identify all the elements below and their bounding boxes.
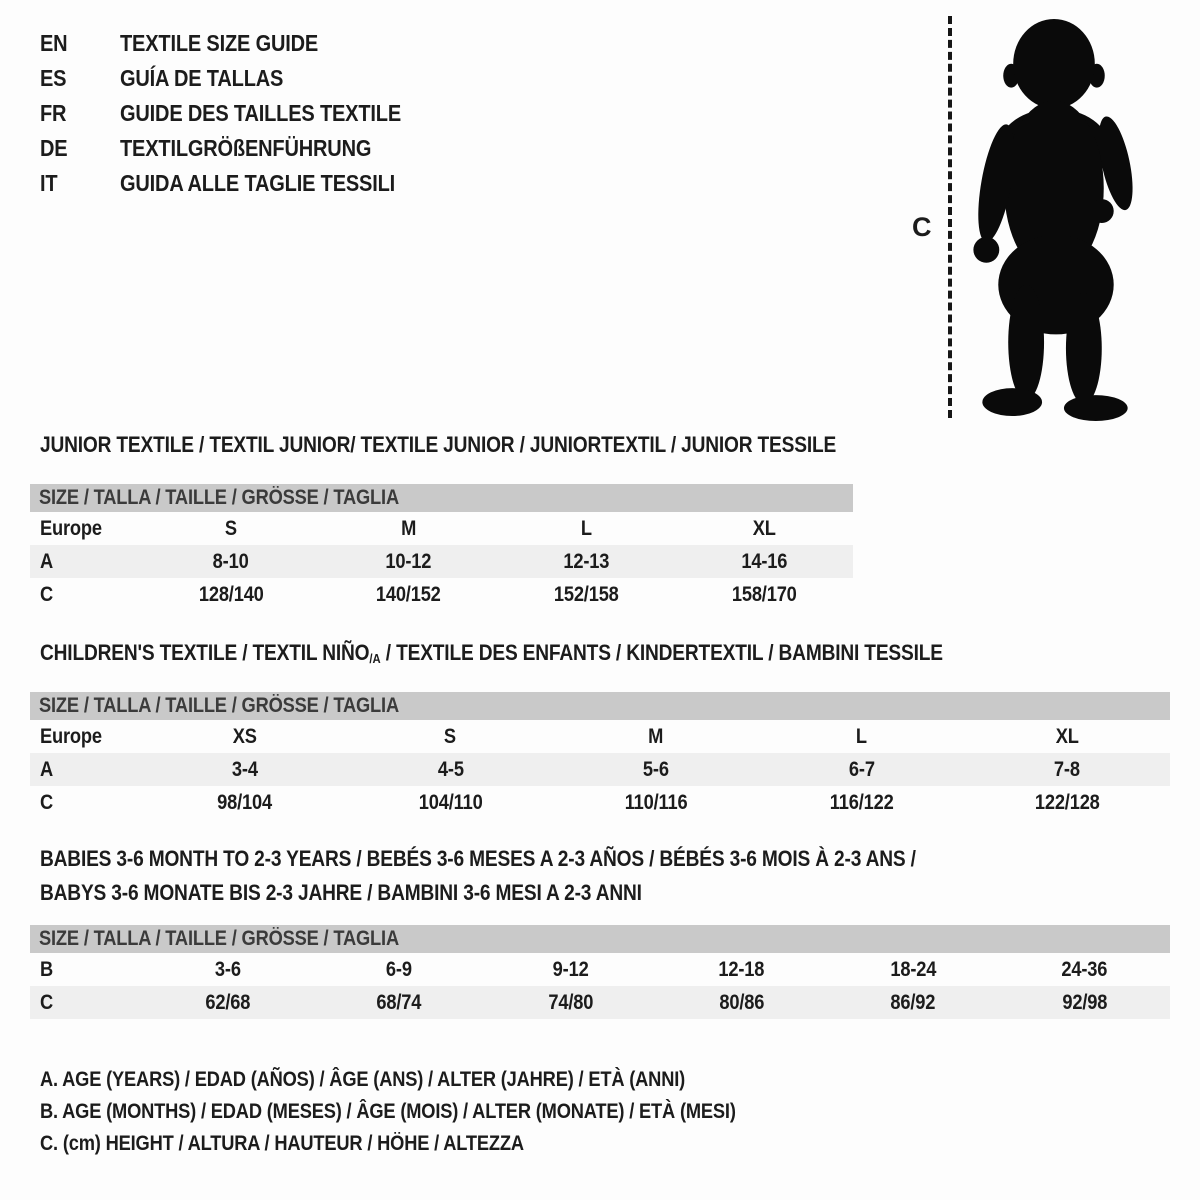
row-label: Europe bbox=[40, 516, 102, 540]
table-cell: M bbox=[648, 724, 664, 748]
guide-title: GUÍA DE TALLAS bbox=[120, 65, 284, 91]
toddler-silhouette-icon bbox=[966, 14, 1142, 422]
guide-title: GUIDA ALLE TAGLIE TESSILI bbox=[120, 170, 396, 196]
table-cell: 24-36 bbox=[1061, 957, 1108, 981]
table-cell: 80/86 bbox=[719, 990, 765, 1014]
table-cell: 7-8 bbox=[1054, 757, 1081, 781]
table-cell: 10-12 bbox=[385, 549, 432, 573]
children-title-part2: / TEXTILE DES ENFANTS / KINDERTEXTIL / BAMBINI TESSILE bbox=[380, 640, 943, 665]
guide-title: TEXTILE SIZE GUIDE bbox=[120, 30, 319, 56]
language-code: ES bbox=[40, 65, 67, 91]
legend-line-a bbox=[40, 1064, 840, 1096]
legend-line-a-text: A. AGE (YEARS) / EDAD (AÑOS) / ÂGE (ANS) / ALTER (JAHRE) / ETÀ (ANNI) bbox=[40, 1068, 686, 1091]
language-row bbox=[40, 96, 443, 131]
size-table-header bbox=[30, 692, 1170, 720]
table-row bbox=[30, 512, 853, 545]
language-row bbox=[40, 166, 443, 201]
table-cell: S bbox=[444, 724, 457, 748]
children-section-title bbox=[40, 640, 1078, 666]
measurement-legend bbox=[40, 1064, 840, 1160]
table-cell: 104/110 bbox=[418, 790, 483, 814]
row-label: C bbox=[40, 790, 54, 814]
table-cell: 92/98 bbox=[1061, 990, 1107, 1014]
table-cell: 68/74 bbox=[376, 990, 422, 1014]
table-cell: 4-5 bbox=[437, 757, 464, 781]
babies-size-table bbox=[30, 925, 1170, 1019]
children-section-title-text bbox=[40, 640, 943, 666]
guide-title: TEXTILGRÖßENFÜHRUNG bbox=[120, 135, 372, 161]
table-cell: 6-9 bbox=[386, 957, 412, 981]
table-row bbox=[30, 578, 853, 611]
table-cell: 5-6 bbox=[643, 757, 669, 781]
height-measure-label: C bbox=[912, 212, 932, 242]
legend-line-b bbox=[40, 1096, 840, 1128]
height-measure-dashed-line bbox=[948, 16, 952, 418]
children-title-subscript: /A bbox=[369, 651, 381, 666]
guide-title: GUIDE DES TAILLES TEXTILE bbox=[120, 100, 402, 126]
table-cell: 140/152 bbox=[376, 582, 442, 606]
size-table-header-text: SIZE / TALLA / TAILLE / GRÖSSE / TAGLIA bbox=[39, 927, 399, 950]
table-cell: 9-12 bbox=[552, 957, 589, 981]
row-label: Europe bbox=[40, 724, 102, 748]
table-row bbox=[30, 545, 853, 578]
table-cell: 86/92 bbox=[890, 990, 936, 1014]
size-table-header bbox=[30, 925, 1170, 953]
language-row bbox=[40, 131, 443, 166]
size-table-header-text: SIZE / TALLA / TAILLE / GRÖSSE / TAGLIA bbox=[39, 486, 399, 509]
table-row bbox=[30, 753, 1170, 786]
legend-line-c bbox=[40, 1128, 840, 1160]
row-label: A bbox=[40, 757, 54, 781]
size-table-header bbox=[30, 484, 853, 512]
row-label: A bbox=[40, 549, 54, 573]
junior-size-table bbox=[30, 484, 853, 611]
table-cell: 12-13 bbox=[563, 549, 610, 573]
children-size-table bbox=[30, 692, 1170, 819]
row-label: B bbox=[40, 957, 54, 981]
table-cell: 110/116 bbox=[624, 790, 688, 814]
babies-title-line2: BABYS 3-6 MONATE BIS 2-3 JAHRE / BAMBINI 3-6 MESI A 2-3 ANNI bbox=[40, 880, 642, 905]
table-cell: 152/158 bbox=[553, 582, 619, 606]
language-title-list bbox=[40, 26, 443, 201]
junior-section-title bbox=[40, 432, 955, 458]
table-cell: XL bbox=[1055, 724, 1079, 748]
babies-title-line1: BABIES 3-6 MONTH TO 2-3 YEARS / BEBÉS 3-6 MESES A 2-3 AÑOS / BÉBÉS 3-6 MOIS À 2-3 ANS / bbox=[40, 846, 916, 871]
table-cell: 18-24 bbox=[890, 957, 936, 981]
table-cell: L bbox=[856, 724, 868, 748]
table-cell: 128/140 bbox=[198, 582, 264, 606]
size-table-header-text: SIZE / TALLA / TAILLE / GRÖSSE / TAGLIA bbox=[39, 694, 399, 717]
language-code: IT bbox=[40, 170, 58, 196]
table-row bbox=[30, 953, 1170, 986]
language-row bbox=[40, 61, 443, 96]
table-row bbox=[30, 720, 1170, 753]
table-cell: M bbox=[401, 516, 417, 540]
legend-line-b-text: B. AGE (MONTHS) / EDAD (MESES) / ÂGE (MOIS) / ALTER (MONATE) / ETÀ (MESI) bbox=[40, 1100, 736, 1123]
table-cell: 98/104 bbox=[217, 790, 273, 814]
table-row bbox=[30, 986, 1170, 1019]
language-code: EN bbox=[40, 30, 68, 56]
children-title-part1: CHILDREN'S TEXTILE / TEXTIL NIÑO bbox=[40, 640, 370, 665]
table-cell: S bbox=[224, 516, 237, 540]
row-label: C bbox=[40, 582, 54, 606]
babies-section-title bbox=[40, 846, 1047, 914]
table-cell: XL bbox=[752, 516, 776, 540]
table-cell: 122/128 bbox=[1034, 790, 1100, 814]
table-cell: 116/122 bbox=[829, 790, 894, 814]
table-cell: 8-10 bbox=[212, 549, 249, 573]
language-code: FR bbox=[40, 100, 67, 126]
table-cell: 6-7 bbox=[848, 757, 875, 781]
table-cell: 3-6 bbox=[214, 957, 241, 981]
table-cell: 62/68 bbox=[205, 990, 251, 1014]
legend-line-c-text: C. (cm) HEIGHT / ALTURA / HAUTEUR / HÖHE / ALTEZZA bbox=[40, 1132, 524, 1155]
table-cell: L bbox=[580, 516, 592, 540]
table-cell: 74/80 bbox=[547, 990, 593, 1014]
table-cell: 12-18 bbox=[718, 957, 765, 981]
row-label: C bbox=[40, 990, 54, 1014]
table-row bbox=[30, 786, 1170, 819]
table-cell: 158/170 bbox=[731, 582, 797, 606]
language-row bbox=[40, 26, 443, 61]
junior-section-title-text: JUNIOR TEXTILE / TEXTIL JUNIOR/ TEXTILE JUNIOR / JUNIORTEXTIL / JUNIOR TESSILE bbox=[40, 432, 837, 457]
language-code: DE bbox=[40, 135, 68, 161]
table-cell: XS bbox=[232, 724, 257, 748]
table-cell: 3-4 bbox=[231, 757, 258, 781]
table-cell: 14-16 bbox=[741, 549, 788, 573]
